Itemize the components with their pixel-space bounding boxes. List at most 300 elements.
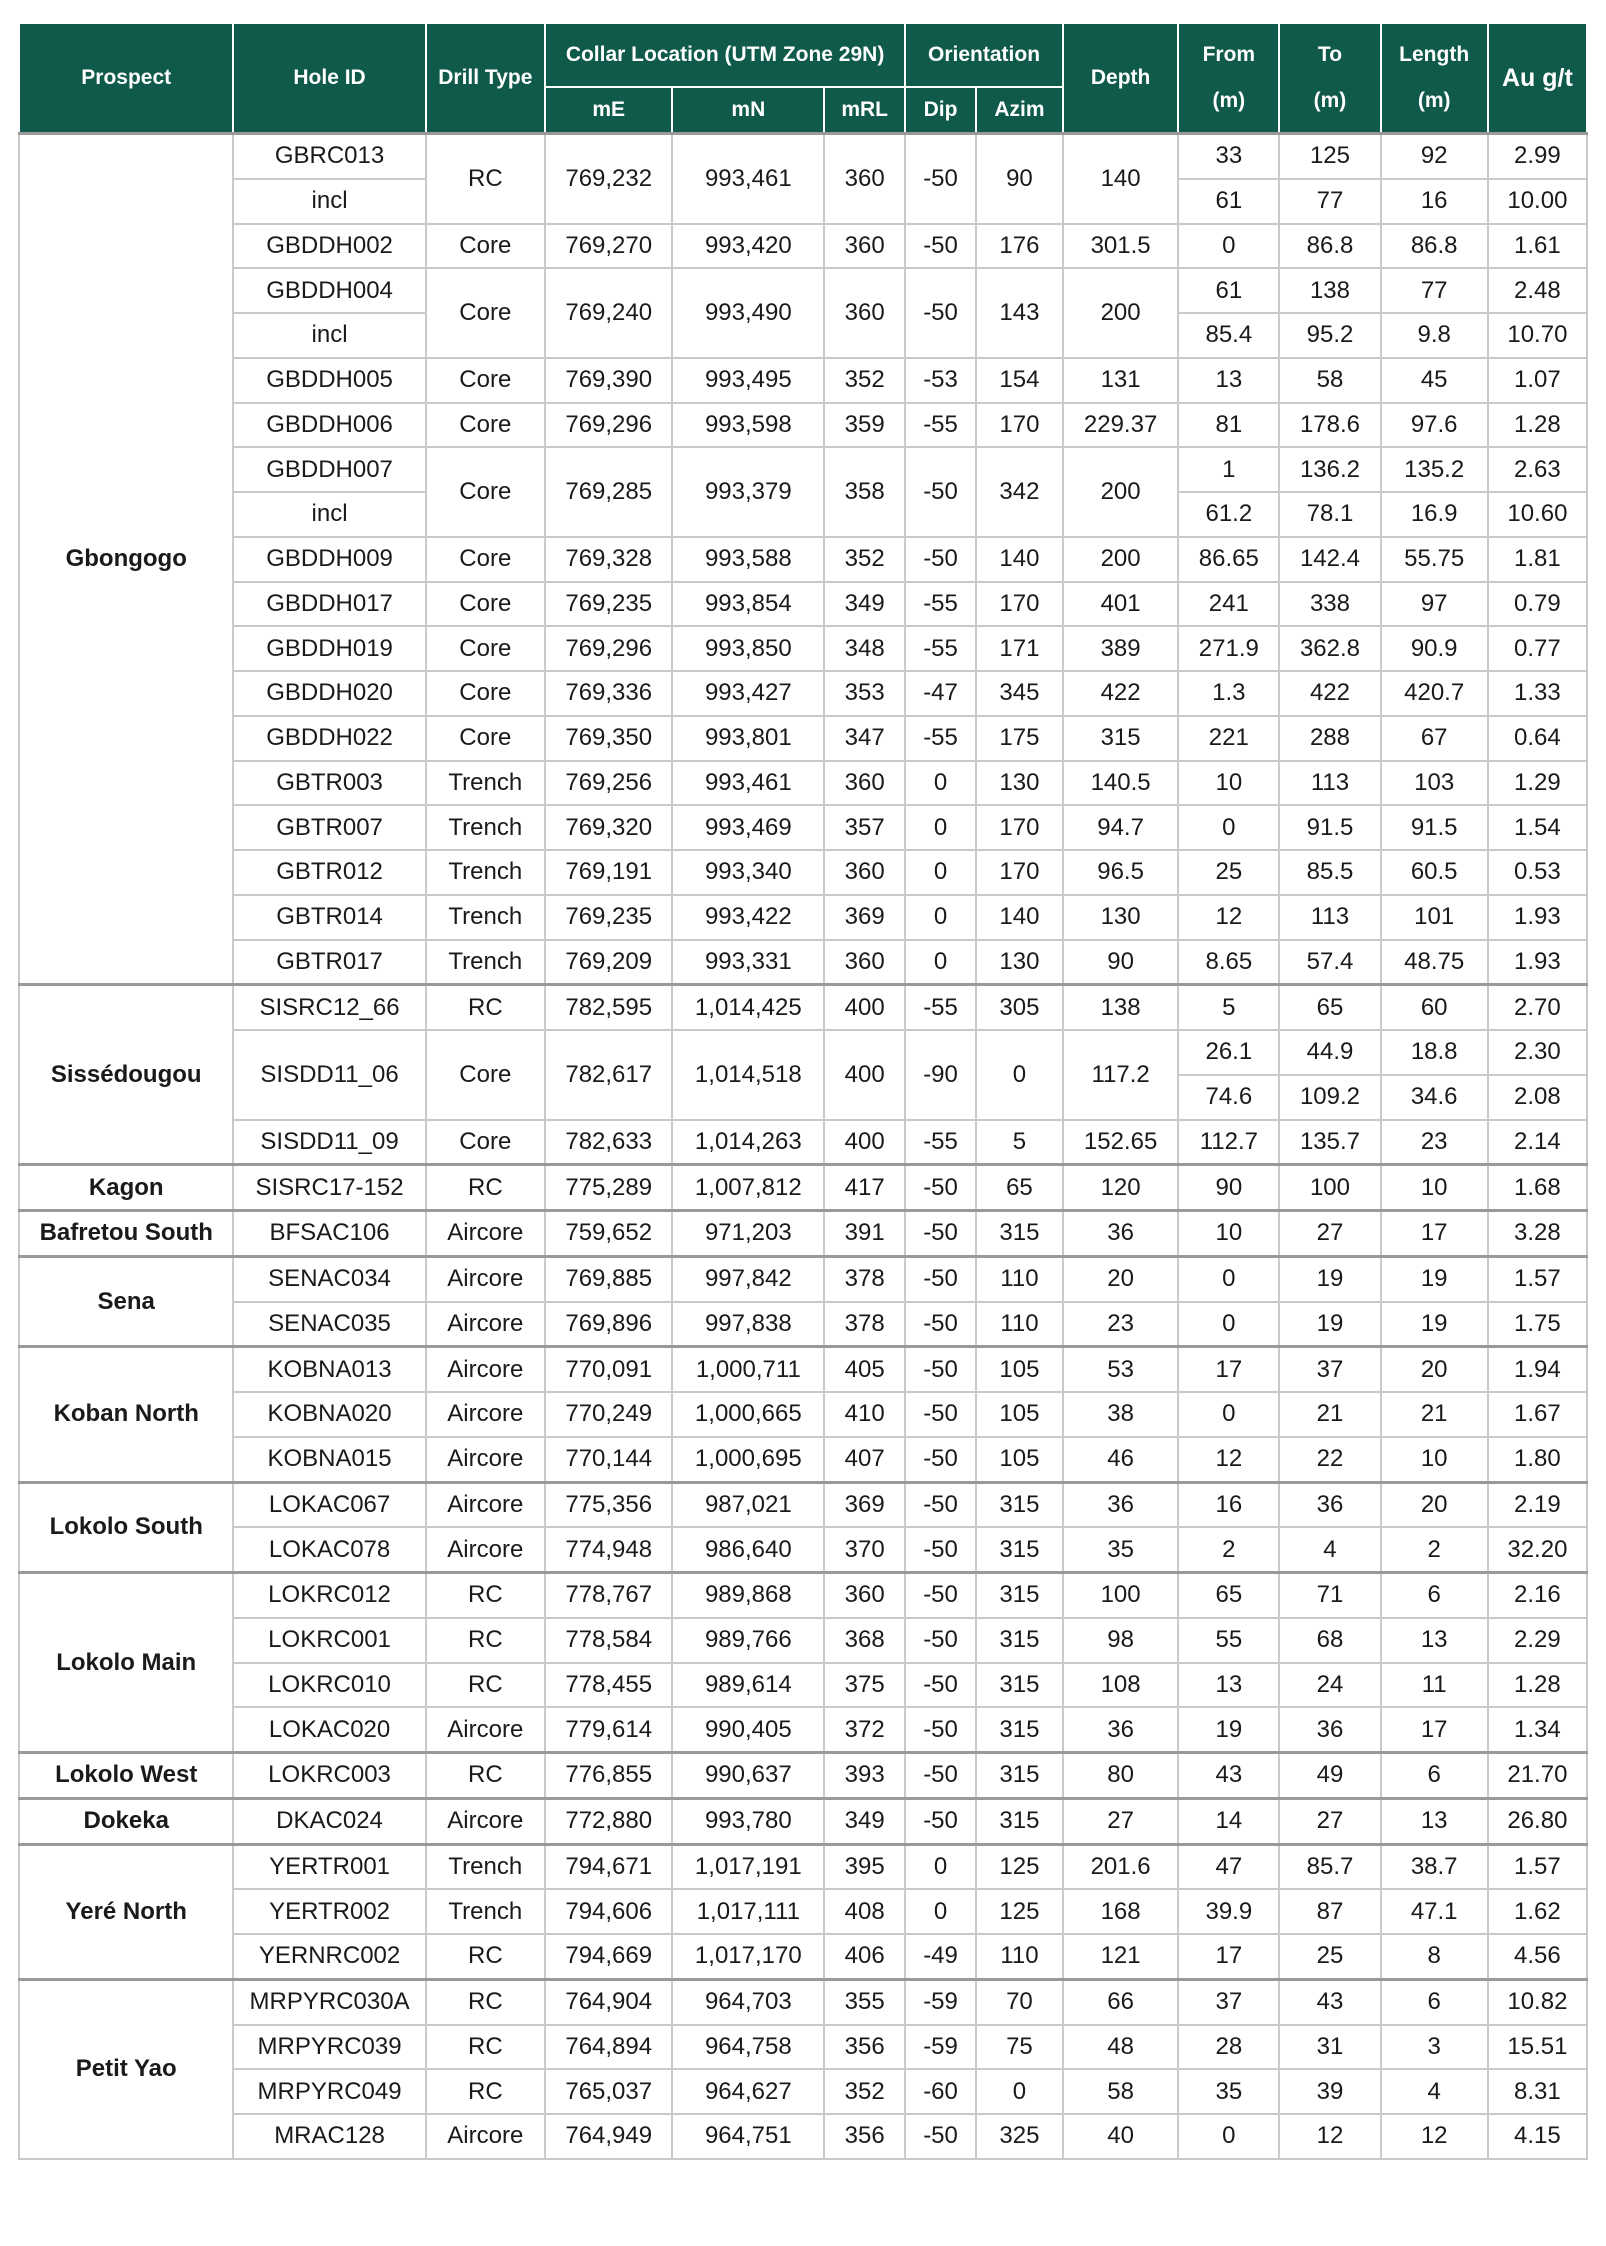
collar-mrl-cell: 393 bbox=[824, 1753, 905, 1799]
collar-mn-cell: 989,868 bbox=[672, 1573, 824, 1618]
drill-type-cell: RC bbox=[426, 1618, 545, 1663]
to-cell: 362.8 bbox=[1279, 626, 1380, 671]
dip-cell: -50 bbox=[905, 1798, 976, 1844]
au-grade-cell: 1.94 bbox=[1488, 1347, 1587, 1392]
dip-cell: -50 bbox=[905, 1527, 976, 1572]
to-cell: 68 bbox=[1279, 1618, 1380, 1663]
collar-mrl-cell: 400 bbox=[824, 1030, 905, 1120]
hole-id-cell: GBTR014 bbox=[233, 895, 425, 940]
header-prospect: Prospect bbox=[19, 23, 233, 134]
drill-type-cell: Aircore bbox=[426, 1482, 545, 1527]
table-row bbox=[19, 1979, 1587, 2024]
depth-cell: 301.5 bbox=[1063, 224, 1178, 269]
header-depth: Depth bbox=[1063, 23, 1178, 134]
header-hole-id: Hole ID bbox=[233, 23, 425, 134]
dip-cell: -55 bbox=[905, 716, 976, 761]
dip-cell: -50 bbox=[905, 1753, 976, 1799]
from-cell: 81 bbox=[1178, 403, 1279, 448]
collar-me-cell: 769,390 bbox=[545, 358, 672, 403]
azim-cell: 315 bbox=[976, 1753, 1063, 1799]
collar-mrl-cell: 407 bbox=[824, 1437, 905, 1482]
dip-cell: -55 bbox=[905, 626, 976, 671]
collar-mrl-cell: 349 bbox=[824, 1798, 905, 1844]
to-cell: 288 bbox=[1279, 716, 1380, 761]
au-grade-cell: 2.70 bbox=[1488, 985, 1587, 1030]
length-cell: 6 bbox=[1381, 1979, 1488, 2024]
header-length-label: Length bbox=[1399, 43, 1470, 66]
hole-id-cell: LOKRC001 bbox=[233, 1618, 425, 1663]
collar-me-cell: 765,037 bbox=[545, 2069, 672, 2114]
to-cell: 39 bbox=[1279, 2069, 1380, 2114]
depth-cell: 168 bbox=[1063, 1889, 1178, 1934]
length-cell: 6 bbox=[1381, 1573, 1488, 1618]
table-row bbox=[19, 850, 1587, 895]
depth-cell: 98 bbox=[1063, 1618, 1178, 1663]
dip-cell: -55 bbox=[905, 985, 976, 1030]
from-cell: 13 bbox=[1178, 358, 1279, 403]
collar-mrl-cell: 349 bbox=[824, 582, 905, 627]
from-cell: 0 bbox=[1178, 1392, 1279, 1437]
drill-type-cell: RC bbox=[426, 1663, 545, 1708]
depth-cell: 48 bbox=[1063, 2025, 1178, 2070]
collar-mrl-cell: 369 bbox=[824, 895, 905, 940]
prospect-cell: Gbongogo bbox=[19, 134, 233, 985]
collar-mn-cell: 993,461 bbox=[672, 761, 824, 806]
collar-me-cell: 794,669 bbox=[545, 1934, 672, 1979]
table-row bbox=[19, 671, 1587, 716]
from-cell: 1 bbox=[1178, 447, 1279, 492]
au-grade-cell: 1.34 bbox=[1488, 1707, 1587, 1752]
drill-type-cell: Core bbox=[426, 268, 545, 358]
collar-me-cell: 770,249 bbox=[545, 1392, 672, 1437]
au-grade-cell: 1.67 bbox=[1488, 1392, 1587, 1437]
table-row bbox=[19, 134, 1587, 179]
hole-id-cell: GBDDH017 bbox=[233, 582, 425, 627]
depth-cell: 94.7 bbox=[1063, 805, 1178, 850]
collar-me-cell: 778,455 bbox=[545, 1663, 672, 1708]
drill-type-cell: Aircore bbox=[426, 1437, 545, 1482]
drill-type-cell: Trench bbox=[426, 805, 545, 850]
depth-cell: 315 bbox=[1063, 716, 1178, 761]
dip-cell: -50 bbox=[905, 537, 976, 582]
dip-cell: -50 bbox=[905, 1482, 976, 1527]
to-cell: 31 bbox=[1279, 2025, 1380, 2070]
collar-mn-cell: 993,588 bbox=[672, 537, 824, 582]
au-grade-cell: 8.31 bbox=[1488, 2069, 1587, 2114]
length-cell: 16 bbox=[1381, 179, 1488, 224]
to-cell: 136.2 bbox=[1279, 447, 1380, 492]
azim-cell: 90 bbox=[976, 134, 1063, 224]
length-cell: 103 bbox=[1381, 761, 1488, 806]
collar-mn-cell: 993,469 bbox=[672, 805, 824, 850]
prospect-cell: Lokolo West bbox=[19, 1753, 233, 1799]
prospect-cell: Yeré North bbox=[19, 1844, 233, 1979]
azim-cell: 315 bbox=[976, 1798, 1063, 1844]
from-cell: 43 bbox=[1178, 1753, 1279, 1799]
to-cell: 113 bbox=[1279, 895, 1380, 940]
collar-mn-cell: 993,490 bbox=[672, 268, 824, 358]
from-cell: 12 bbox=[1178, 895, 1279, 940]
depth-cell: 23 bbox=[1063, 1302, 1178, 1347]
au-grade-cell: 2.48 bbox=[1488, 268, 1587, 313]
azim-cell: 170 bbox=[976, 850, 1063, 895]
hole-id-cell: KOBNA013 bbox=[233, 1347, 425, 1392]
table-row bbox=[19, 1211, 1587, 1257]
collar-mn-cell: 1,017,170 bbox=[672, 1934, 824, 1979]
azim-cell: 176 bbox=[976, 224, 1063, 269]
collar-me-cell: 782,595 bbox=[545, 985, 672, 1030]
collar-mn-cell: 989,766 bbox=[672, 1618, 824, 1663]
length-cell: 10 bbox=[1381, 1165, 1488, 1211]
hole-id-cell: GBDDH009 bbox=[233, 537, 425, 582]
drill-type-cell: Core bbox=[426, 1120, 545, 1165]
azim-cell: 125 bbox=[976, 1844, 1063, 1889]
collar-me-cell: 779,614 bbox=[545, 1707, 672, 1752]
to-cell: 85.7 bbox=[1279, 1844, 1380, 1889]
from-cell: 61 bbox=[1178, 268, 1279, 313]
drill-type-cell: Aircore bbox=[426, 1256, 545, 1301]
header-dip: Dip bbox=[905, 87, 976, 134]
depth-cell: 117.2 bbox=[1063, 1030, 1178, 1120]
collar-mrl-cell: 360 bbox=[824, 268, 905, 358]
collar-me-cell: 769,256 bbox=[545, 761, 672, 806]
depth-cell: 36 bbox=[1063, 1211, 1178, 1257]
dip-cell: -50 bbox=[905, 1165, 976, 1211]
table-row bbox=[19, 1030, 1587, 1075]
collar-me-cell: 769,235 bbox=[545, 582, 672, 627]
length-cell: 2 bbox=[1381, 1527, 1488, 1572]
collar-me-cell: 769,270 bbox=[545, 224, 672, 269]
dip-cell: 0 bbox=[905, 761, 976, 806]
collar-me-cell: 769,328 bbox=[545, 537, 672, 582]
hole-id-cell: GBDDH005 bbox=[233, 358, 425, 403]
collar-mn-cell: 993,331 bbox=[672, 940, 824, 985]
header-drill-type: Drill Type bbox=[426, 23, 545, 134]
hole-id-cell: GBDDH007 bbox=[233, 447, 425, 492]
azim-cell: 110 bbox=[976, 1934, 1063, 1979]
dip-cell: 0 bbox=[905, 1889, 976, 1934]
collar-mrl-cell: 352 bbox=[824, 2069, 905, 2114]
drill-type-cell: Trench bbox=[426, 895, 545, 940]
hole-id-cell: SENAC034 bbox=[233, 1256, 425, 1301]
au-grade-cell: 1.54 bbox=[1488, 805, 1587, 850]
dip-cell: -55 bbox=[905, 403, 976, 448]
dip-cell: -60 bbox=[905, 2069, 976, 2114]
hole-id-cell: SISRC17-152 bbox=[233, 1165, 425, 1211]
from-cell: 33 bbox=[1178, 134, 1279, 179]
table-header bbox=[19, 23, 1587, 134]
from-cell: 221 bbox=[1178, 716, 1279, 761]
length-cell: 60 bbox=[1381, 985, 1488, 1030]
to-cell: 95.2 bbox=[1279, 313, 1380, 358]
to-cell: 109.2 bbox=[1279, 1075, 1380, 1120]
length-cell: 420.7 bbox=[1381, 671, 1488, 716]
depth-cell: 140.5 bbox=[1063, 761, 1178, 806]
from-cell: 65 bbox=[1178, 1573, 1279, 1618]
drill-type-cell: Aircore bbox=[426, 1392, 545, 1437]
drill-type-cell: Trench bbox=[426, 940, 545, 985]
to-cell: 19 bbox=[1279, 1302, 1380, 1347]
collar-mn-cell: 1,014,263 bbox=[672, 1120, 824, 1165]
length-cell: 10 bbox=[1381, 1437, 1488, 1482]
dip-cell: 0 bbox=[905, 1844, 976, 1889]
table-row bbox=[19, 1256, 1587, 1301]
au-grade-cell: 32.20 bbox=[1488, 1527, 1587, 1572]
length-cell: 45 bbox=[1381, 358, 1488, 403]
dip-cell: -50 bbox=[905, 268, 976, 358]
azim-cell: 315 bbox=[976, 1573, 1063, 1618]
length-cell: 60.5 bbox=[1381, 850, 1488, 895]
azim-cell: 0 bbox=[976, 1030, 1063, 1120]
from-cell: 0 bbox=[1178, 224, 1279, 269]
length-cell: 90.9 bbox=[1381, 626, 1488, 671]
collar-me-cell: 794,606 bbox=[545, 1889, 672, 1934]
collar-mn-cell: 987,021 bbox=[672, 1482, 824, 1527]
collar-me-cell: 759,652 bbox=[545, 1211, 672, 1257]
length-cell: 23 bbox=[1381, 1120, 1488, 1165]
depth-cell: 130 bbox=[1063, 895, 1178, 940]
hole-id-cell: LOKRC010 bbox=[233, 1663, 425, 1708]
hole-id-cell: KOBNA015 bbox=[233, 1437, 425, 1482]
from-cell: 17 bbox=[1178, 1934, 1279, 1979]
collar-mn-cell: 993,801 bbox=[672, 716, 824, 761]
au-grade-cell: 2.19 bbox=[1488, 1482, 1587, 1527]
hole-id-cell: GBTR017 bbox=[233, 940, 425, 985]
au-grade-cell: 1.61 bbox=[1488, 224, 1587, 269]
au-grade-cell: 1.93 bbox=[1488, 940, 1587, 985]
collar-mn-cell: 1,000,711 bbox=[672, 1347, 824, 1392]
depth-cell: 152.65 bbox=[1063, 1120, 1178, 1165]
azim-cell: 125 bbox=[976, 1889, 1063, 1934]
dip-cell: 0 bbox=[905, 895, 976, 940]
prospect-cell: Lokolo Main bbox=[19, 1573, 233, 1753]
table-row bbox=[19, 895, 1587, 940]
collar-mn-cell: 993,598 bbox=[672, 403, 824, 448]
from-cell: 0 bbox=[1178, 1256, 1279, 1301]
collar-me-cell: 769,350 bbox=[545, 716, 672, 761]
dip-cell: -50 bbox=[905, 1392, 976, 1437]
length-cell: 48.75 bbox=[1381, 940, 1488, 985]
drill-results-table-container bbox=[18, 22, 1588, 2160]
from-cell: 14 bbox=[1178, 1798, 1279, 1844]
au-grade-cell: 1.81 bbox=[1488, 537, 1587, 582]
drill-type-cell: Core bbox=[426, 716, 545, 761]
drill-type-cell: Aircore bbox=[426, 1798, 545, 1844]
to-cell: 12 bbox=[1279, 2114, 1380, 2159]
dip-cell: -50 bbox=[905, 1256, 976, 1301]
to-cell: 22 bbox=[1279, 1437, 1380, 1482]
from-cell: 25 bbox=[1178, 850, 1279, 895]
from-cell: 10 bbox=[1178, 761, 1279, 806]
to-cell: 422 bbox=[1279, 671, 1380, 716]
drill-results-table bbox=[18, 22, 1588, 2160]
collar-mn-cell: 993,854 bbox=[672, 582, 824, 627]
collar-me-cell: 770,144 bbox=[545, 1437, 672, 1482]
depth-cell: 36 bbox=[1063, 1482, 1178, 1527]
dip-cell: -59 bbox=[905, 1979, 976, 2024]
drill-type-cell: Trench bbox=[426, 1844, 545, 1889]
header-to-label: To bbox=[1317, 43, 1343, 66]
from-cell: 47 bbox=[1178, 1844, 1279, 1889]
hole-id-cell: GBDDH006 bbox=[233, 403, 425, 448]
hole-id-cell: SISDD11_06 bbox=[233, 1030, 425, 1120]
table-row bbox=[19, 1618, 1587, 1663]
collar-me-cell: 769,296 bbox=[545, 626, 672, 671]
prospect-cell: Sissédougou bbox=[19, 985, 233, 1165]
collar-mn-cell: 993,420 bbox=[672, 224, 824, 269]
depth-cell: 40 bbox=[1063, 2114, 1178, 2159]
length-cell: 77 bbox=[1381, 268, 1488, 313]
collar-me-cell: 764,904 bbox=[545, 1979, 672, 2024]
azim-cell: 315 bbox=[976, 1527, 1063, 1572]
to-cell: 44.9 bbox=[1279, 1030, 1380, 1075]
hole-id-cell: GBTR007 bbox=[233, 805, 425, 850]
dip-cell: -55 bbox=[905, 1120, 976, 1165]
from-cell: 8.65 bbox=[1178, 940, 1279, 985]
table-row bbox=[19, 2025, 1587, 2070]
depth-cell: 80 bbox=[1063, 1753, 1178, 1799]
to-cell: 57.4 bbox=[1279, 940, 1380, 985]
dip-cell: -50 bbox=[905, 1211, 976, 1257]
to-cell: 65 bbox=[1279, 985, 1380, 1030]
au-grade-cell: 4.56 bbox=[1488, 1934, 1587, 1979]
length-cell: 86.8 bbox=[1381, 224, 1488, 269]
hole-id-cell: incl bbox=[233, 179, 425, 224]
hole-id-cell: YERNRC002 bbox=[233, 1934, 425, 1979]
au-grade-cell: 2.63 bbox=[1488, 447, 1587, 492]
hole-id-cell: incl bbox=[233, 492, 425, 537]
depth-cell: 108 bbox=[1063, 1663, 1178, 1708]
from-cell: 37 bbox=[1178, 1979, 1279, 2024]
au-grade-cell: 1.07 bbox=[1488, 358, 1587, 403]
length-cell: 34.6 bbox=[1381, 1075, 1488, 1120]
table-row bbox=[19, 940, 1587, 985]
from-cell: 0 bbox=[1178, 1302, 1279, 1347]
from-cell: 112.7 bbox=[1178, 1120, 1279, 1165]
hole-id-cell: LOKAC020 bbox=[233, 1707, 425, 1752]
collar-me-cell: 769,240 bbox=[545, 268, 672, 358]
au-grade-cell: 10.82 bbox=[1488, 1979, 1587, 2024]
to-cell: 19 bbox=[1279, 1256, 1380, 1301]
collar-me-cell: 776,855 bbox=[545, 1753, 672, 1799]
dip-cell: -50 bbox=[905, 2114, 976, 2159]
hole-id-cell: MRPYRC039 bbox=[233, 2025, 425, 2070]
au-grade-cell: 2.30 bbox=[1488, 1030, 1587, 1075]
prospect-cell: Lokolo South bbox=[19, 1482, 233, 1573]
azim-cell: 315 bbox=[976, 1211, 1063, 1257]
dip-cell: 0 bbox=[905, 805, 976, 850]
table-row bbox=[19, 1798, 1587, 1844]
depth-cell: 58 bbox=[1063, 2069, 1178, 2114]
collar-mrl-cell: 395 bbox=[824, 1844, 905, 1889]
header-length-unit: (m) bbox=[1417, 89, 1451, 112]
collar-mrl-cell: 360 bbox=[824, 1573, 905, 1618]
drill-type-cell: Aircore bbox=[426, 1211, 545, 1257]
azim-cell: 143 bbox=[976, 268, 1063, 358]
collar-me-cell: 769,896 bbox=[545, 1302, 672, 1347]
collar-mrl-cell: 370 bbox=[824, 1527, 905, 1572]
azim-cell: 0 bbox=[976, 2069, 1063, 2114]
length-cell: 67 bbox=[1381, 716, 1488, 761]
header-au: Au g/t bbox=[1488, 23, 1587, 134]
length-cell: 21 bbox=[1381, 1392, 1488, 1437]
drill-type-cell: Aircore bbox=[426, 2114, 545, 2159]
length-cell: 17 bbox=[1381, 1211, 1488, 1257]
hole-id-cell: KOBNA020 bbox=[233, 1392, 425, 1437]
length-cell: 16.9 bbox=[1381, 492, 1488, 537]
hole-id-cell: SISDD11_09 bbox=[233, 1120, 425, 1165]
header-to-unit: (m) bbox=[1313, 89, 1347, 112]
drill-type-cell: Trench bbox=[426, 761, 545, 806]
au-grade-cell: 10.00 bbox=[1488, 179, 1587, 224]
depth-cell: 27 bbox=[1063, 1798, 1178, 1844]
to-cell: 78.1 bbox=[1279, 492, 1380, 537]
azim-cell: 110 bbox=[976, 1302, 1063, 1347]
azim-cell: 70 bbox=[976, 1979, 1063, 2024]
collar-mrl-cell: 417 bbox=[824, 1165, 905, 1211]
azim-cell: 345 bbox=[976, 671, 1063, 716]
to-cell: 178.6 bbox=[1279, 403, 1380, 448]
collar-mn-cell: 964,758 bbox=[672, 2025, 824, 2070]
drill-type-cell: RC bbox=[426, 1573, 545, 1618]
collar-me-cell: 764,949 bbox=[545, 2114, 672, 2159]
prospect-cell: Koban North bbox=[19, 1347, 233, 1482]
table-row bbox=[19, 1437, 1587, 1482]
collar-me-cell: 794,671 bbox=[545, 1844, 672, 1889]
table-row bbox=[19, 2114, 1587, 2159]
collar-mn-cell: 1,000,665 bbox=[672, 1392, 824, 1437]
azim-cell: 75 bbox=[976, 2025, 1063, 2070]
length-cell: 97.6 bbox=[1381, 403, 1488, 448]
from-cell: 61.2 bbox=[1178, 492, 1279, 537]
dip-cell: 0 bbox=[905, 850, 976, 895]
dip-cell: -90 bbox=[905, 1030, 976, 1120]
depth-cell: 138 bbox=[1063, 985, 1178, 1030]
collar-mrl-cell: 400 bbox=[824, 1120, 905, 1165]
length-cell: 3 bbox=[1381, 2025, 1488, 2070]
from-cell: 39.9 bbox=[1178, 1889, 1279, 1934]
au-grade-cell: 1.28 bbox=[1488, 403, 1587, 448]
from-cell: 16 bbox=[1178, 1482, 1279, 1527]
depth-cell: 66 bbox=[1063, 1979, 1178, 2024]
collar-mn-cell: 1,007,812 bbox=[672, 1165, 824, 1211]
from-cell: 2 bbox=[1178, 1527, 1279, 1572]
table-row bbox=[19, 537, 1587, 582]
hole-id-cell: LOKAC067 bbox=[233, 1482, 425, 1527]
collar-mrl-cell: 360 bbox=[824, 761, 905, 806]
azim-cell: 315 bbox=[976, 1663, 1063, 1708]
depth-cell: 100 bbox=[1063, 1573, 1178, 1618]
table-row bbox=[19, 224, 1587, 269]
to-cell: 338 bbox=[1279, 582, 1380, 627]
hole-id-cell: GBTR003 bbox=[233, 761, 425, 806]
to-cell: 27 bbox=[1279, 1211, 1380, 1257]
header-from-unit: (m) bbox=[1212, 89, 1246, 112]
length-cell: 6 bbox=[1381, 1753, 1488, 1799]
depth-cell: 20 bbox=[1063, 1256, 1178, 1301]
table-row bbox=[19, 985, 1587, 1030]
to-cell: 58 bbox=[1279, 358, 1380, 403]
azim-cell: 105 bbox=[976, 1347, 1063, 1392]
collar-mn-cell: 1,017,111 bbox=[672, 1889, 824, 1934]
collar-me-cell: 778,584 bbox=[545, 1618, 672, 1663]
drill-type-cell: Core bbox=[426, 447, 545, 537]
drill-type-cell: RC bbox=[426, 1753, 545, 1799]
table-row bbox=[19, 1527, 1587, 1572]
au-grade-cell: 2.14 bbox=[1488, 1120, 1587, 1165]
to-cell: 113 bbox=[1279, 761, 1380, 806]
collar-me-cell: 769,885 bbox=[545, 1256, 672, 1301]
